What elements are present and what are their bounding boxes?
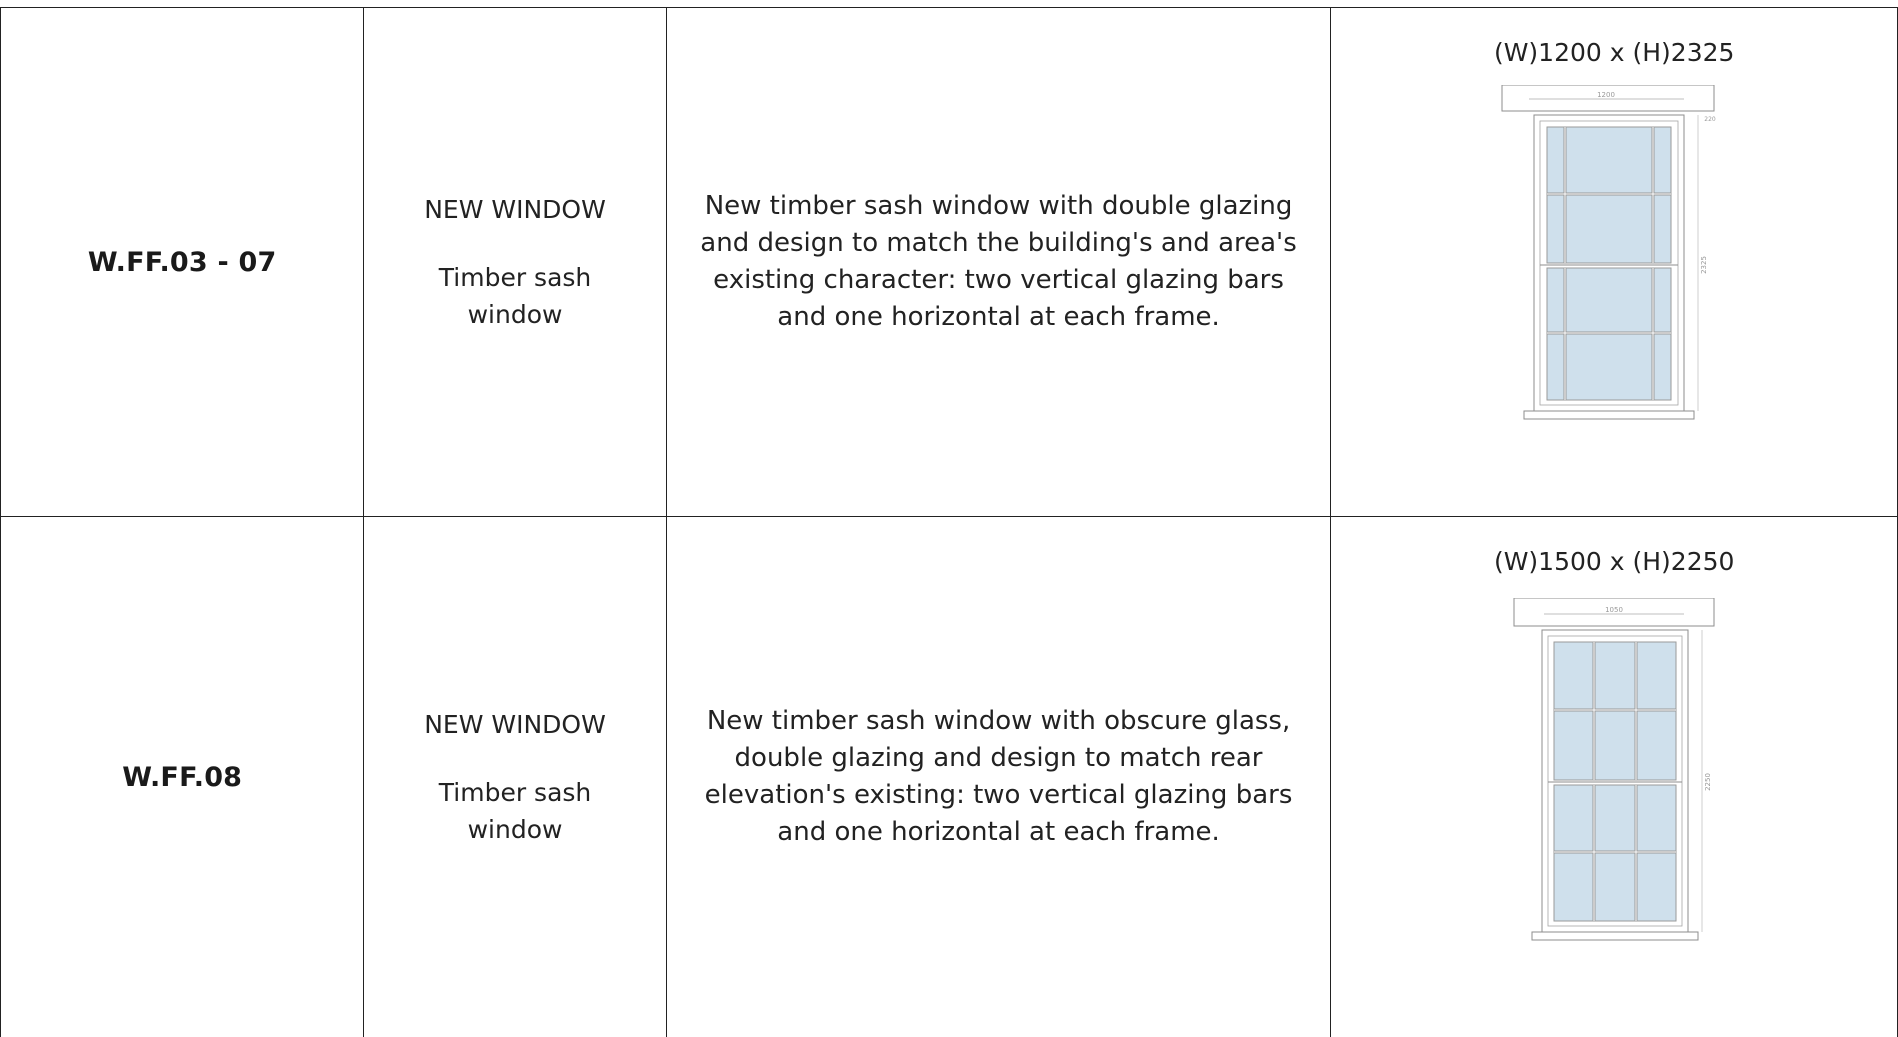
ref-cell (1, 8, 364, 517)
sash-window-drawing-icon (1504, 598, 1724, 948)
type-subtitle: Timber sash window (415, 774, 615, 848)
drawing-height-label: 2250 (1704, 773, 1712, 791)
drawing-width-label: 1200 (1597, 91, 1615, 99)
window-description: New timber sash window with double glazing and design to match the building's and area's existing character: two vertical glazing bars and one horizontal at each frame. (667, 188, 1331, 336)
type-heading: NEW WINDOW (364, 191, 665, 228)
window-ref: W.FF.03 - 07 (88, 247, 277, 278)
window-dimensions: (W)1200 x (H)2325 (1331, 38, 1897, 67)
type-subtitle: Timber sash window (415, 259, 615, 333)
table-row (1, 517, 1898, 1037)
type-heading: NEW WINDOW (364, 706, 665, 743)
sash-window-drawing-icon (1484, 85, 1744, 435)
table-row (1, 8, 1898, 517)
drawing-cell (1331, 517, 1898, 1037)
description-cell (666, 517, 1331, 1037)
drawing-header-label: 220 (1704, 116, 1716, 123)
description-cell (666, 8, 1331, 517)
type-cell (364, 517, 666, 1037)
window-ref: W.FF.08 (122, 762, 242, 793)
type-cell (364, 8, 666, 517)
window-dimensions: (W)1500 x (H)2250 (1331, 547, 1897, 576)
ref-cell (1, 517, 364, 1037)
window-description: New timber sash window with obscure glass, double glazing and design to match rear elevation's existing: two vertical glazing bars and one horizontal at each frame. (667, 703, 1331, 851)
window-schedule-table (0, 7, 1898, 1037)
drawing-cell (1331, 8, 1898, 517)
drawing-width-label: 1050 (1605, 606, 1623, 614)
drawing-height-label: 2325 (1700, 256, 1708, 274)
